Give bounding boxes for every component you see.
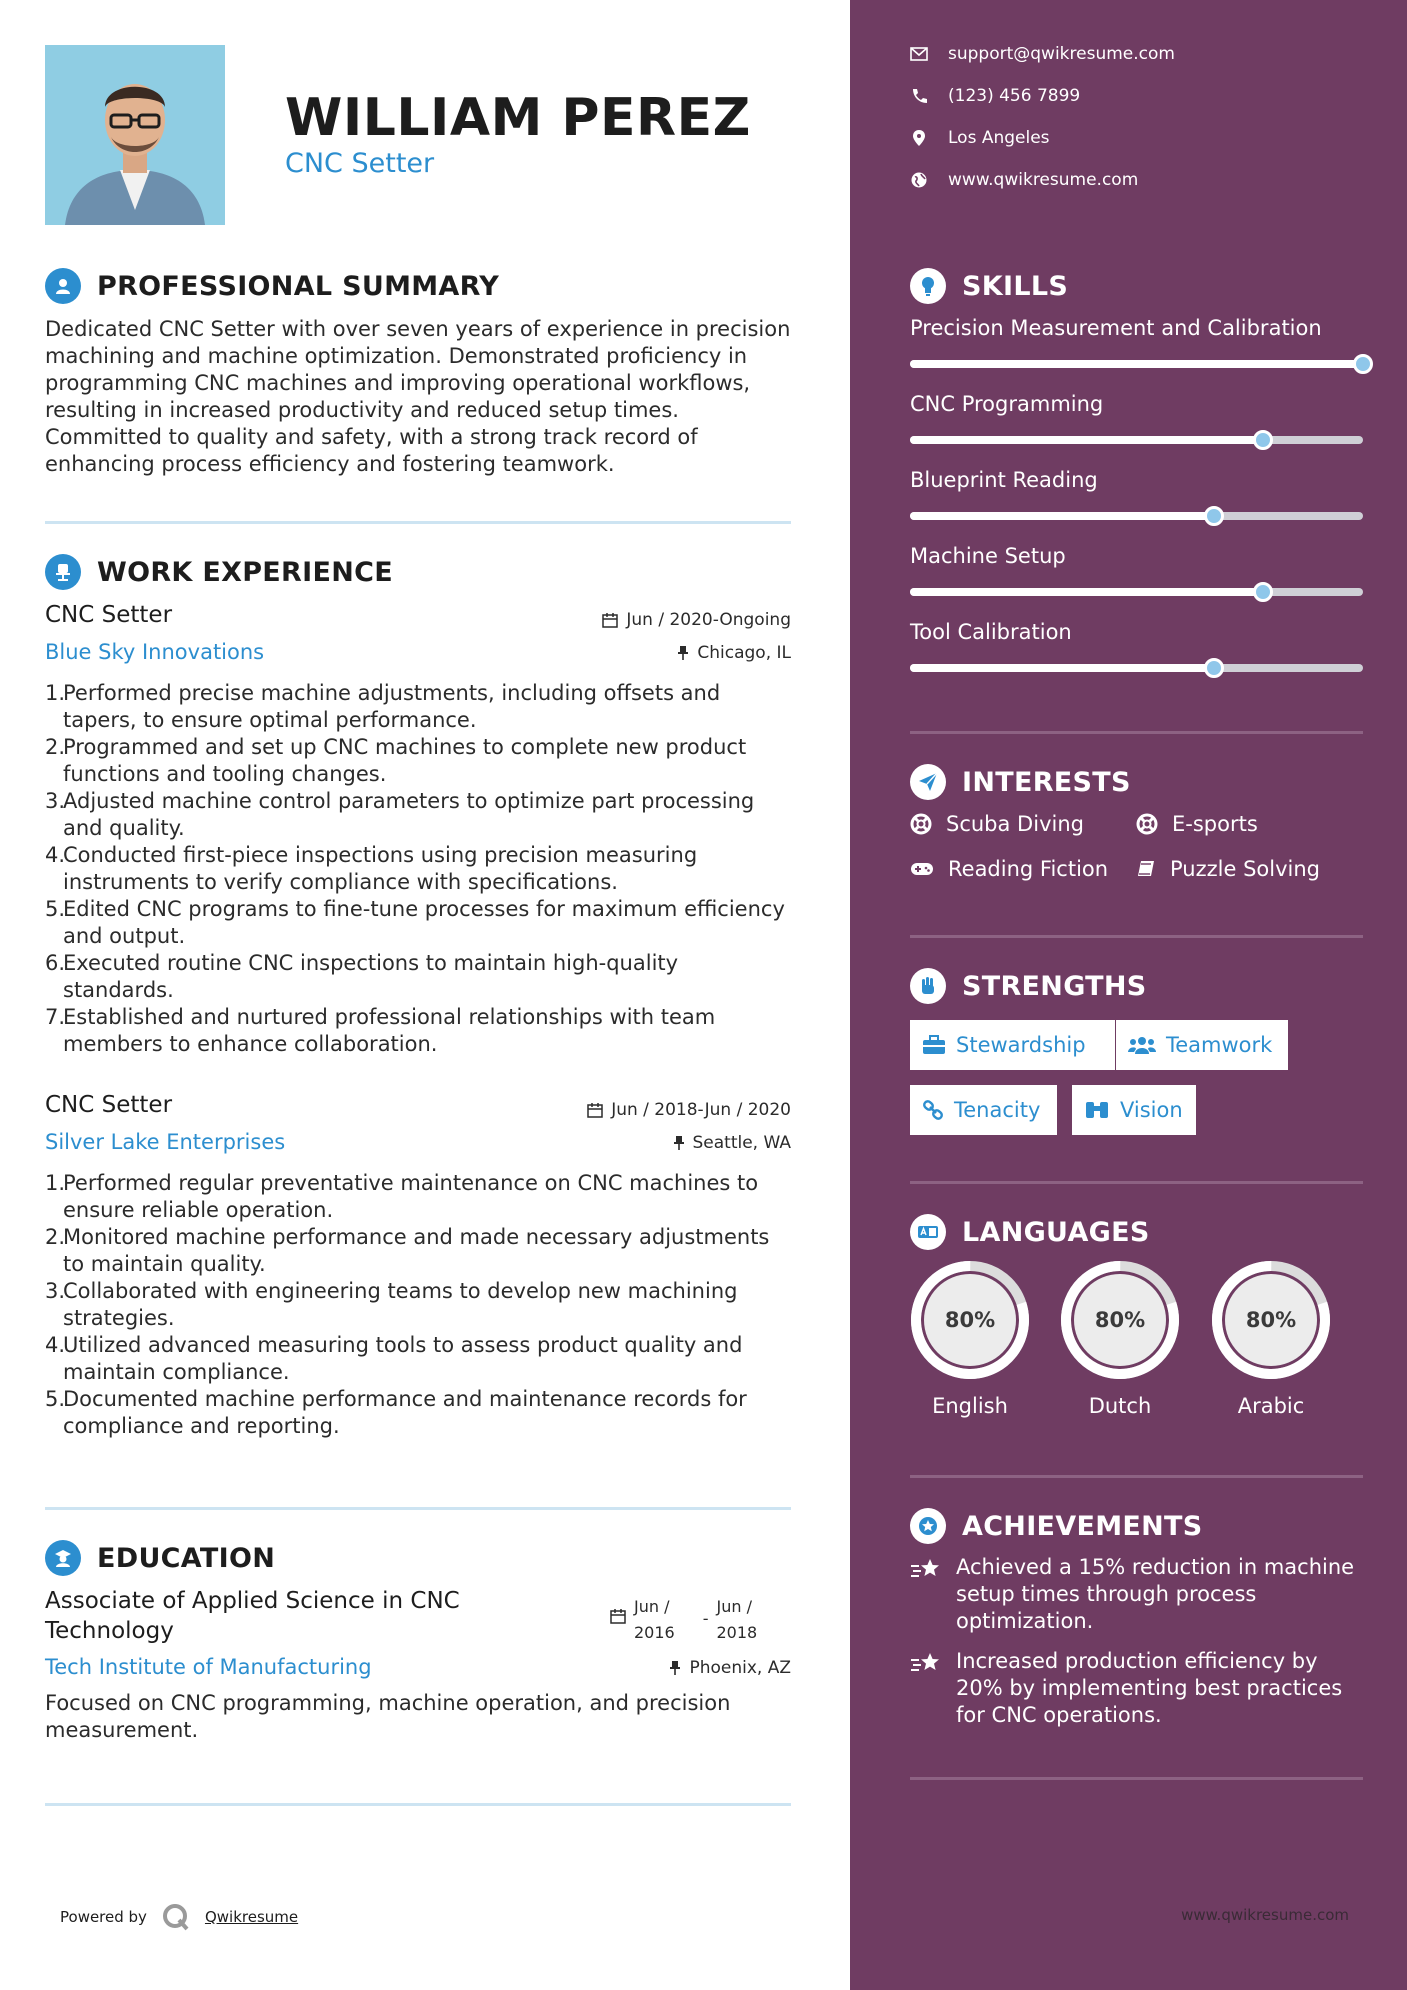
language-name: English (932, 1394, 1008, 1418)
summary-heading (45, 268, 499, 304)
candidate-name: WILLIAM PEREZ (285, 88, 751, 148)
shooting-star-icon (910, 1650, 942, 1676)
skill-level-knob (1353, 354, 1373, 374)
graduate-icon (45, 1540, 81, 1576)
book-icon (1136, 859, 1156, 879)
section-divider (45, 1803, 791, 1806)
user-icon (45, 268, 81, 304)
education-location: Phoenix, AZ (669, 1658, 791, 1678)
job-date: Jun / 2018-Jun / 2020 (587, 1100, 791, 1120)
skill-label: Tool Calibration (910, 620, 1072, 644)
section-divider (910, 1777, 1363, 1780)
achievement-item: Achieved a 15% reduction in machine setup times through process optimization. (910, 1554, 1370, 1635)
language-name: Arabic (1237, 1394, 1305, 1418)
language-ring (908, 1258, 1032, 1382)
job-date: Jun / 2020-Ongoing (602, 610, 791, 630)
skill-label: Blueprint Reading (910, 468, 1098, 492)
section-divider (45, 521, 791, 524)
language-ring (1209, 1258, 1333, 1382)
job-duties (45, 680, 795, 1058)
list-item: 2. Monitored machine performance and made necessary adjustments to maintain quality. (45, 1225, 770, 1276)
paper-plane-icon (910, 764, 946, 800)
map-marker-icon (910, 129, 928, 147)
list-item: 4. Utilized advanced measuring tools to assess product quality and maintain compliance. (45, 1333, 743, 1384)
users-icon (1128, 1035, 1156, 1055)
envelope-icon (910, 47, 928, 61)
skills-heading (910, 268, 1068, 304)
contact-phone[interactable]: (123) 456 7899 (910, 86, 1080, 106)
job-title: CNC Setter (45, 602, 173, 628)
calendar-icon (610, 1608, 626, 1624)
qwikresume-link[interactable]: Qwikresume (204, 1908, 299, 1926)
education-title: EDUCATION (97, 1542, 276, 1574)
link-icon (922, 1099, 944, 1121)
summary-text: Dedicated CNC Setter with over seven years of experience in precision machining and machine optimization. Demonstrated proficiency in programming CNC machines and improving operational workflows, resulting in increased productivity and reduced setup times. Committed to quality and safety, with a strong track record of enhancing process efficiency and fostering teamwork. (45, 317, 791, 476)
hand-icon (910, 968, 946, 1004)
language-percent: 80% (944, 1308, 996, 1332)
strength-chip: Tenacity (910, 1085, 1057, 1135)
skill-bar (910, 436, 1363, 444)
briefcase-icon (922, 1035, 946, 1055)
skill-level-knob (1204, 506, 1224, 526)
interest-item: E-sports (1136, 812, 1258, 836)
list-item: 5. Edited CNC programs to fine-tune processes for maximum efficiency and output. (45, 897, 785, 948)
globe-icon (910, 171, 928, 189)
language-ring (1058, 1258, 1182, 1382)
powered-by: Powered by Qwikresume (60, 1902, 298, 1932)
star-badge-icon (910, 1508, 946, 1544)
section-divider (45, 1507, 791, 1510)
section-divider (910, 1475, 1363, 1478)
section-divider (910, 731, 1363, 734)
qwikresume-logo-icon (161, 1902, 191, 1932)
skill-bar-fill (910, 588, 1263, 596)
list-item: 5. Documented machine performance and maintenance records for compliance and reporting. (45, 1387, 747, 1438)
education-date: Jun / 2016 - Jun / 2018 (610, 1594, 757, 1646)
footer-url[interactable]: www.qwikresume.com (1181, 1906, 1349, 1924)
job-location: Seattle, WA (673, 1133, 792, 1153)
profile-photo (45, 45, 225, 225)
skill-label: Machine Setup (910, 544, 1066, 568)
calendar-icon (587, 1102, 603, 1118)
skill-bar-fill (910, 436, 1263, 444)
list-item: 7. Established and nurtured professional relationships with team members to enhance collaboration. (45, 1005, 716, 1056)
list-item: 1. Performed regular preventative maintenance on CNC machines to ensure reliable operation. (45, 1171, 759, 1222)
skill-bar (910, 512, 1363, 520)
skill-bar-fill (910, 664, 1214, 672)
job-duties (45, 1170, 795, 1440)
achievements-heading (910, 1508, 1203, 1544)
experience-title: WORK EXPERIENCE (97, 556, 393, 588)
language-percent: 80% (1245, 1308, 1297, 1332)
job-company: Blue Sky Innovations (45, 640, 265, 664)
school-name: Tech Institute of Manufacturing (45, 1655, 372, 1679)
gamepad-icon (910, 861, 934, 877)
language-percent: 80% (1094, 1308, 1146, 1332)
list-item: 4. Conducted first-piece inspections using precision measuring instruments to verify compliance with specifications. (45, 843, 698, 894)
candidate-title: CNC Setter (285, 148, 435, 179)
list-item: 3. Collaborated with engineering teams to develop new machining strategies. (45, 1279, 738, 1330)
degree-title: Associate of Applied Science in CNC Technology (45, 1588, 460, 1644)
achievements-title: ACHIEVEMENTS (962, 1510, 1203, 1542)
contact-location: Los Angeles (910, 128, 1050, 148)
strength-chip: Vision (1072, 1085, 1196, 1135)
pin-icon (677, 645, 689, 661)
skill-bar-fill (910, 360, 1363, 368)
skill-level-knob (1204, 658, 1224, 678)
list-item: 1. Performed precise machine adjustments, including offsets and tapers, to ensure optimal performance. (45, 681, 721, 732)
skill-bar (910, 664, 1363, 672)
experience-heading (45, 554, 393, 590)
calendar-icon (602, 612, 618, 628)
interest-item: Puzzle Solving (1136, 857, 1320, 881)
job-company: Silver Lake Enterprises (45, 1130, 286, 1154)
strengths-heading (910, 968, 1147, 1004)
job-title: CNC Setter (45, 1092, 173, 1118)
lightbulb-icon (910, 268, 946, 304)
interests-heading (910, 764, 1131, 800)
interests-title: INTERESTS (962, 766, 1131, 798)
strength-chip: Teamwork (1116, 1020, 1288, 1070)
section-divider (910, 1181, 1363, 1184)
list-item: 2. Programmed and set up CNC machines to complete new product functions and tooling changes. (45, 735, 747, 786)
pin-icon (673, 1135, 685, 1151)
skills-title: SKILLS (962, 270, 1069, 302)
strengths-title: STRENGTHS (962, 970, 1147, 1002)
skill-label: CNC Programming (910, 392, 1104, 416)
education-heading (45, 1540, 275, 1576)
languages-heading (910, 1214, 1150, 1250)
interest-item: Scuba Diving (910, 812, 1084, 836)
contact-email[interactable]: support@qwikresume.com (910, 44, 1175, 64)
skill-bar (910, 588, 1363, 596)
translate-icon (910, 1214, 946, 1250)
skill-label: Precision Measurement and Calibration (910, 316, 1322, 340)
education-description: Focused on CNC programming, machine operation, and precision measurement. (45, 1691, 731, 1742)
achievement-item: Increased production efficiency by 20% by implementing best practices for CNC operations. (910, 1648, 1370, 1729)
language-name: Dutch (1088, 1394, 1152, 1418)
job-location: Chicago, IL (677, 643, 791, 663)
chair-icon (45, 554, 81, 590)
phone-icon (910, 88, 928, 104)
languages-title: LANGUAGES (962, 1216, 1150, 1248)
list-item: 3. Adjusted machine control parameters to optimize part processing and quality. (45, 789, 755, 840)
section-divider (910, 935, 1363, 938)
skill-bar-fill (910, 512, 1214, 520)
list-item: 6. Executed routine CNC inspections to maintain high-quality standards. (45, 951, 679, 1002)
summary-title: PROFESSIONAL SUMMARY (97, 270, 500, 302)
binoculars-icon (1084, 1100, 1110, 1120)
shooting-star-icon (910, 1556, 942, 1582)
strength-chip: Stewardship (910, 1020, 1115, 1070)
contact-website[interactable]: www.qwikresume.com (910, 170, 1138, 190)
interest-item: Reading Fiction (910, 857, 1108, 881)
skill-bar (910, 360, 1363, 368)
lifebuoy-icon (1136, 813, 1158, 835)
pin-icon (669, 1660, 681, 1676)
lifebuoy-icon (910, 813, 932, 835)
